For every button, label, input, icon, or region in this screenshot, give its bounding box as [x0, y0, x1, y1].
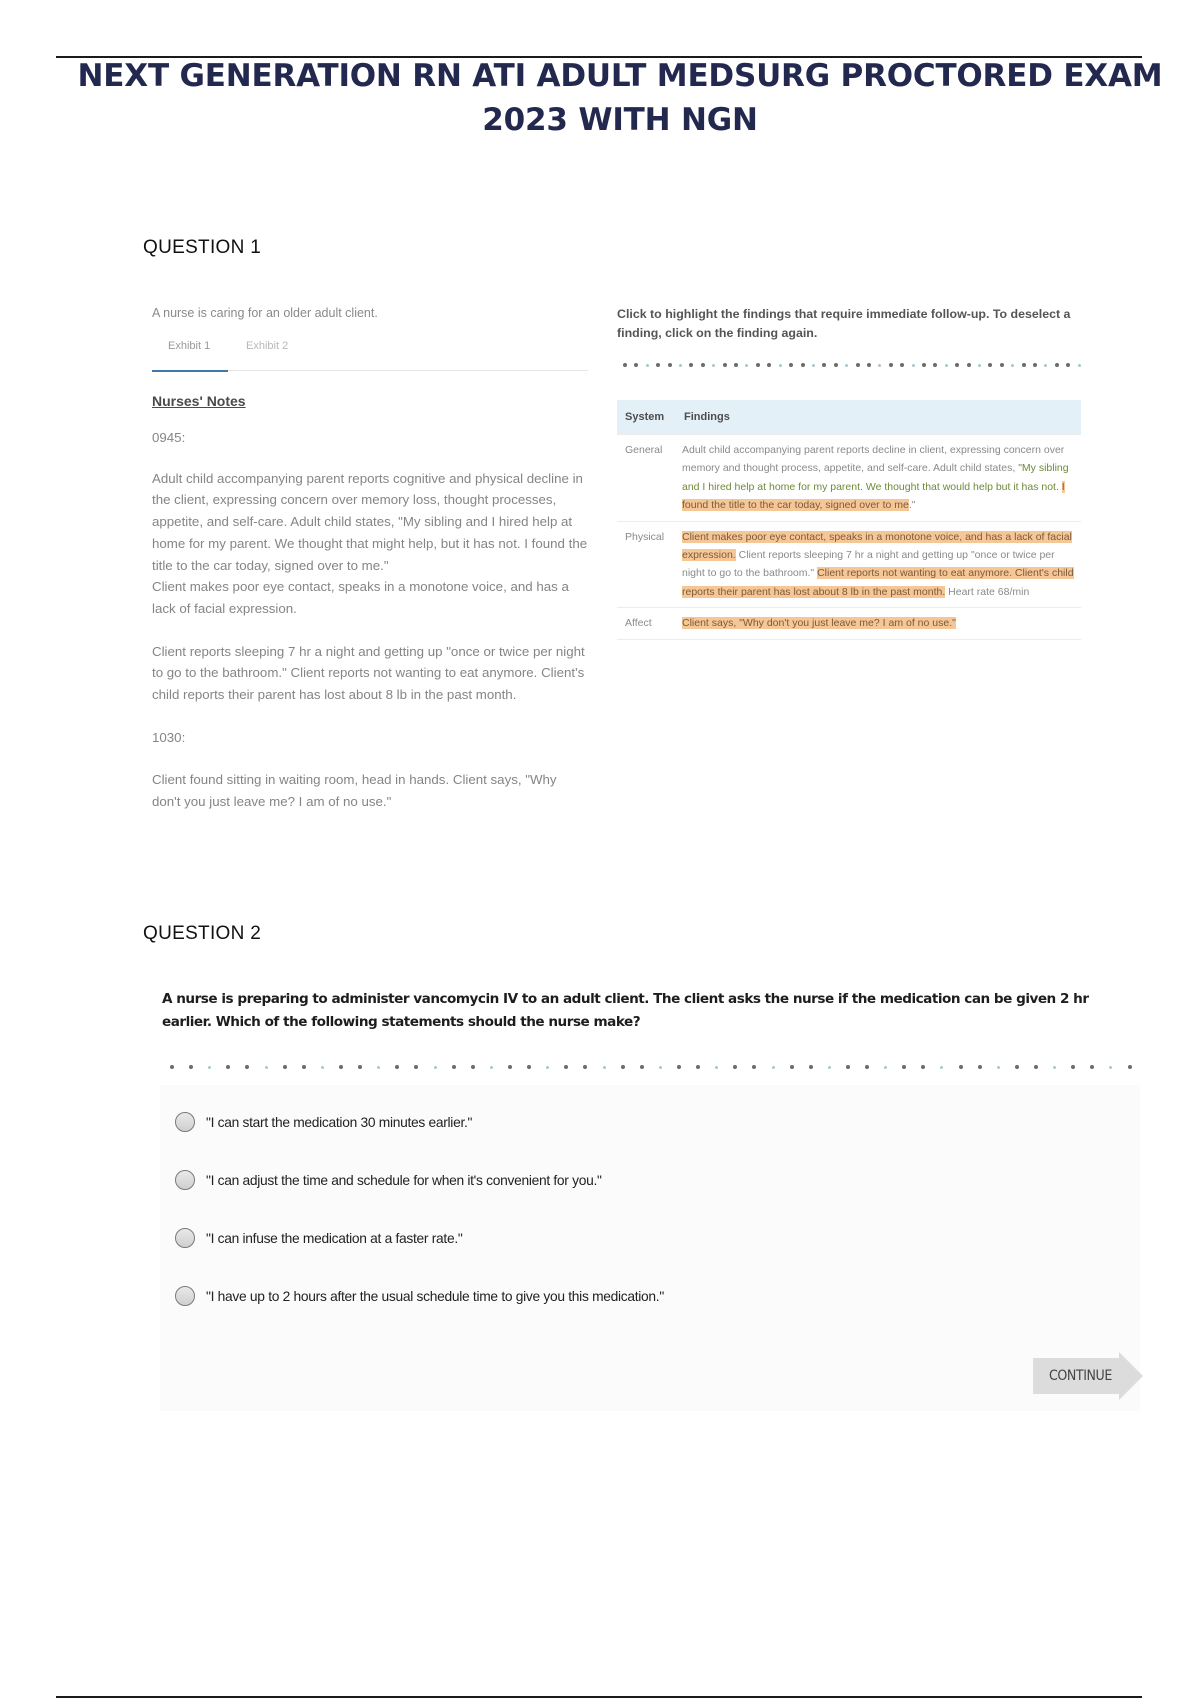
divider-dot [245, 1065, 249, 1069]
question-1-heading: QUESTION 1 [143, 237, 262, 258]
divider-dot [867, 363, 871, 367]
option-label: "I can adjust the time and schedule for when it's convenient for you." [206, 1172, 602, 1188]
nurses-notes-heading: Nurses' Notes [152, 393, 246, 409]
divider-dot [756, 363, 760, 367]
divider-dot [856, 363, 860, 367]
question-1-instruction: Click to highlight the findings that require immediate follow-up. To deselect a finding, click on the finding again. [617, 307, 1071, 340]
divider-dot [889, 363, 893, 367]
finding-text[interactable]: "My sibling and I hired help at home for my parent. We thought that would help but it has not. [682, 462, 1069, 493]
divider-dot [1011, 364, 1014, 367]
divider-dot [1022, 363, 1026, 367]
highlighted-finding[interactable]: I found the title to the car today, signed over to me [682, 480, 1065, 512]
note-paragraph-1b: Client makes poor eye contact, speaks in a monotone voice, and has a lack of facial expression. [152, 579, 569, 616]
divider-dot [701, 363, 705, 367]
radio-button[interactable] [175, 1286, 195, 1306]
arrow-right-icon [1119, 1352, 1143, 1400]
table-row-physical [617, 521, 1081, 608]
divider-dot [603, 1066, 606, 1069]
divider-dot [922, 363, 926, 367]
table-header-row [617, 400, 1081, 435]
divider-dot [902, 1065, 906, 1069]
divider-dot [1015, 1065, 1019, 1069]
findings-table [617, 400, 1081, 640]
divider-dot [789, 363, 793, 367]
highlighted-finding[interactable]: Client reports not wanting to eat anymore. Client's child reports their parent has lost about 8 lb in the past month. [682, 567, 1074, 598]
system-cell-affect: Affect [617, 608, 676, 639]
option-label: "I can infuse the medication at a faster rate." [206, 1230, 463, 1246]
finding-text[interactable]: ." [908, 499, 916, 512]
question-2-heading: QUESTION 2 [143, 923, 262, 944]
finding-text[interactable]: Adult child accompanying parent reports decline in client, expressing concern over memory and thought process, appetite, and self-care. Adult child states, [682, 444, 1065, 475]
findings-cell-affect[interactable] [676, 608, 1081, 639]
divider-dot [945, 364, 948, 367]
divider-dot [801, 363, 805, 367]
divider-dot [834, 363, 838, 367]
divider-dot [1128, 1065, 1132, 1069]
divider-dot [978, 1065, 982, 1069]
divider-dot [779, 364, 782, 367]
divider-dot [933, 363, 937, 367]
document-title: NEXT GENERATION RN ATI ADULT MEDSURG PROCTORED EXAM 2023 WITH NGN [77, 58, 1163, 138]
divider-dot [955, 363, 959, 367]
divider-dot [564, 1065, 568, 1069]
divider-dot [845, 364, 848, 367]
divider-dot [1109, 1066, 1112, 1069]
divider-dot [812, 364, 815, 367]
divider-dot [208, 1066, 211, 1069]
divider-dot [656, 363, 660, 367]
divider-dot [659, 1066, 662, 1069]
question-1-exhibit-panel [152, 306, 588, 813]
divider-dot [170, 1065, 174, 1069]
note-time-0945: 0945: [152, 430, 186, 445]
divider-dot [395, 1065, 399, 1069]
divider-dot [959, 1065, 963, 1069]
divider-dot [1055, 363, 1059, 367]
divider-dot [772, 1066, 775, 1069]
answer-option-4[interactable] [175, 1282, 664, 1310]
system-cell-physical: Physical [617, 521, 676, 608]
continue-label: CONTINUE [1049, 1368, 1112, 1384]
divider-dot [640, 1065, 644, 1069]
divider-dot [767, 363, 771, 367]
note-paragraph-2: Client reports sleeping 7 hr a night and getting up "once or twice per night to go to the bathroom." Client reports not wanting to eat anymore. Client's child reports their parent has lost about 8 lb in the past month. [152, 643, 585, 703]
selected-tab-indicator [152, 370, 228, 372]
divider-dot [1000, 363, 1004, 367]
divider-dot [490, 1066, 493, 1069]
divider-dot [634, 363, 638, 367]
question-1-dot-divider [623, 362, 1081, 368]
divider-dot [679, 364, 682, 367]
continue-button[interactable] [1033, 1352, 1143, 1400]
table-row-general [617, 435, 1081, 522]
divider-dot [1044, 364, 1047, 367]
divider-dot [745, 364, 748, 367]
divider-dot [321, 1066, 324, 1069]
tab-exhibit-1[interactable]: Exhibit 1 [168, 340, 211, 352]
divider-dot [696, 1065, 700, 1069]
column-header-findings: Findings [676, 400, 1081, 435]
highlighted-finding[interactable]: Client says, "Why don't you just leave me? I am of no use." [682, 617, 956, 630]
divider-dot [583, 1065, 587, 1069]
answer-option-2[interactable] [175, 1166, 602, 1194]
divider-dot [809, 1065, 813, 1069]
divider-dot [865, 1065, 869, 1069]
divider-dot [689, 363, 693, 367]
divider-dot [822, 363, 826, 367]
divider-dot [621, 1065, 625, 1069]
radio-button[interactable] [175, 1170, 195, 1190]
answer-option-3[interactable] [175, 1224, 462, 1252]
divider-dot [471, 1065, 475, 1069]
divider-dot [884, 1066, 887, 1069]
divider-dot [377, 1066, 380, 1069]
divider-dot [508, 1065, 512, 1069]
divider-dot [265, 1066, 268, 1069]
table-row-affect [617, 608, 1081, 639]
divider-dot [546, 1066, 549, 1069]
answer-option-1[interactable] [175, 1108, 472, 1136]
divider-dot [1033, 363, 1037, 367]
divider-dot [226, 1065, 230, 1069]
radio-button[interactable] [175, 1112, 195, 1132]
note-time-1030: 1030: [152, 729, 186, 745]
question-1-task-panel [617, 305, 1081, 343]
divider-dot [1066, 363, 1070, 367]
bottom-rule [56, 1696, 1142, 1698]
divider-dot [733, 1065, 737, 1069]
divider-dot [988, 363, 992, 367]
divider-dot [1034, 1065, 1038, 1069]
divider-dot [339, 1065, 343, 1069]
divider-dot [752, 1065, 756, 1069]
note-paragraph-1: Adult child accompanying parent reports cognitive and physical decline in the client, expressing concern over memory loss, thought processes, appetite, and self-care. Adult child states, "My sibling and I hired help at home for my parent. We thought that might help, but it has not. I found the title to the car today, signed over to me." [152, 470, 588, 573]
divider-dot [452, 1065, 456, 1069]
highlighted-finding[interactable]: Client makes poor eye contact, speaks in a monotone voice, and has a lack of facial expression. [682, 530, 1072, 562]
column-header-system: System [617, 400, 676, 435]
note-paragraph-3: Client found sitting in waiting room, head in hands. Client says, "Why don't you just leave me? I am of no use." [152, 772, 557, 810]
system-cell-general: General [617, 435, 676, 522]
finding-text[interactable]: Heart rate 68/min [945, 585, 1030, 598]
divider-dot [414, 1065, 418, 1069]
divider-dot [734, 363, 738, 367]
tab-exhibit-2[interactable]: Exhibit 2 [246, 340, 289, 352]
divider-dot [1078, 364, 1081, 367]
divider-dot [189, 1065, 193, 1069]
divider-dot [940, 1066, 943, 1069]
option-label: "I can start the medication 30 minutes earlier." [206, 1114, 473, 1130]
divider-dot [715, 1066, 718, 1069]
question-2-dot-divider [170, 1064, 1132, 1070]
findings-cell-physical[interactable] [676, 521, 1081, 608]
divider-dot [668, 363, 672, 367]
divider-dot [1090, 1065, 1094, 1069]
divider-dot [1071, 1065, 1075, 1069]
divider-dot [790, 1065, 794, 1069]
divider-dot [677, 1065, 681, 1069]
question-2-stem: A nurse is preparing to administer vancomycin IV to an adult client. The client asks the nurse if the medication can be given 2 hr earlier. Which of the following statements should the nurse make? [162, 991, 1089, 1030]
divider-dot [527, 1065, 531, 1069]
divider-dot [358, 1065, 362, 1069]
divider-dot [1053, 1066, 1056, 1069]
divider-dot [921, 1065, 925, 1069]
finding-text[interactable]: Client reports sleeping 7 hr a night and getting up "once or twice per night to go to the bathroom." [682, 549, 1055, 580]
option-label: "I have up to 2 hours after the usual schedule time to give you this medication." [206, 1288, 664, 1304]
divider-dot [967, 363, 971, 367]
divider-dot [723, 363, 727, 367]
divider-dot [302, 1065, 306, 1069]
divider-dot [846, 1065, 850, 1069]
divider-dot [712, 364, 715, 367]
divider-dot [978, 364, 981, 367]
divider-dot [283, 1065, 287, 1069]
exhibit-tabs [152, 340, 588, 371]
divider-dot [900, 363, 904, 367]
divider-dot [828, 1066, 831, 1069]
divider-dot [878, 364, 881, 367]
divider-dot [623, 363, 627, 367]
divider-dot [646, 364, 649, 367]
divider-dot [434, 1066, 437, 1069]
findings-cell-general[interactable] [676, 435, 1081, 522]
radio-button[interactable] [175, 1228, 195, 1248]
divider-dot [912, 364, 915, 367]
divider-dot [997, 1066, 1000, 1069]
question-1-intro: A nurse is caring for an older adult client. [152, 306, 378, 320]
